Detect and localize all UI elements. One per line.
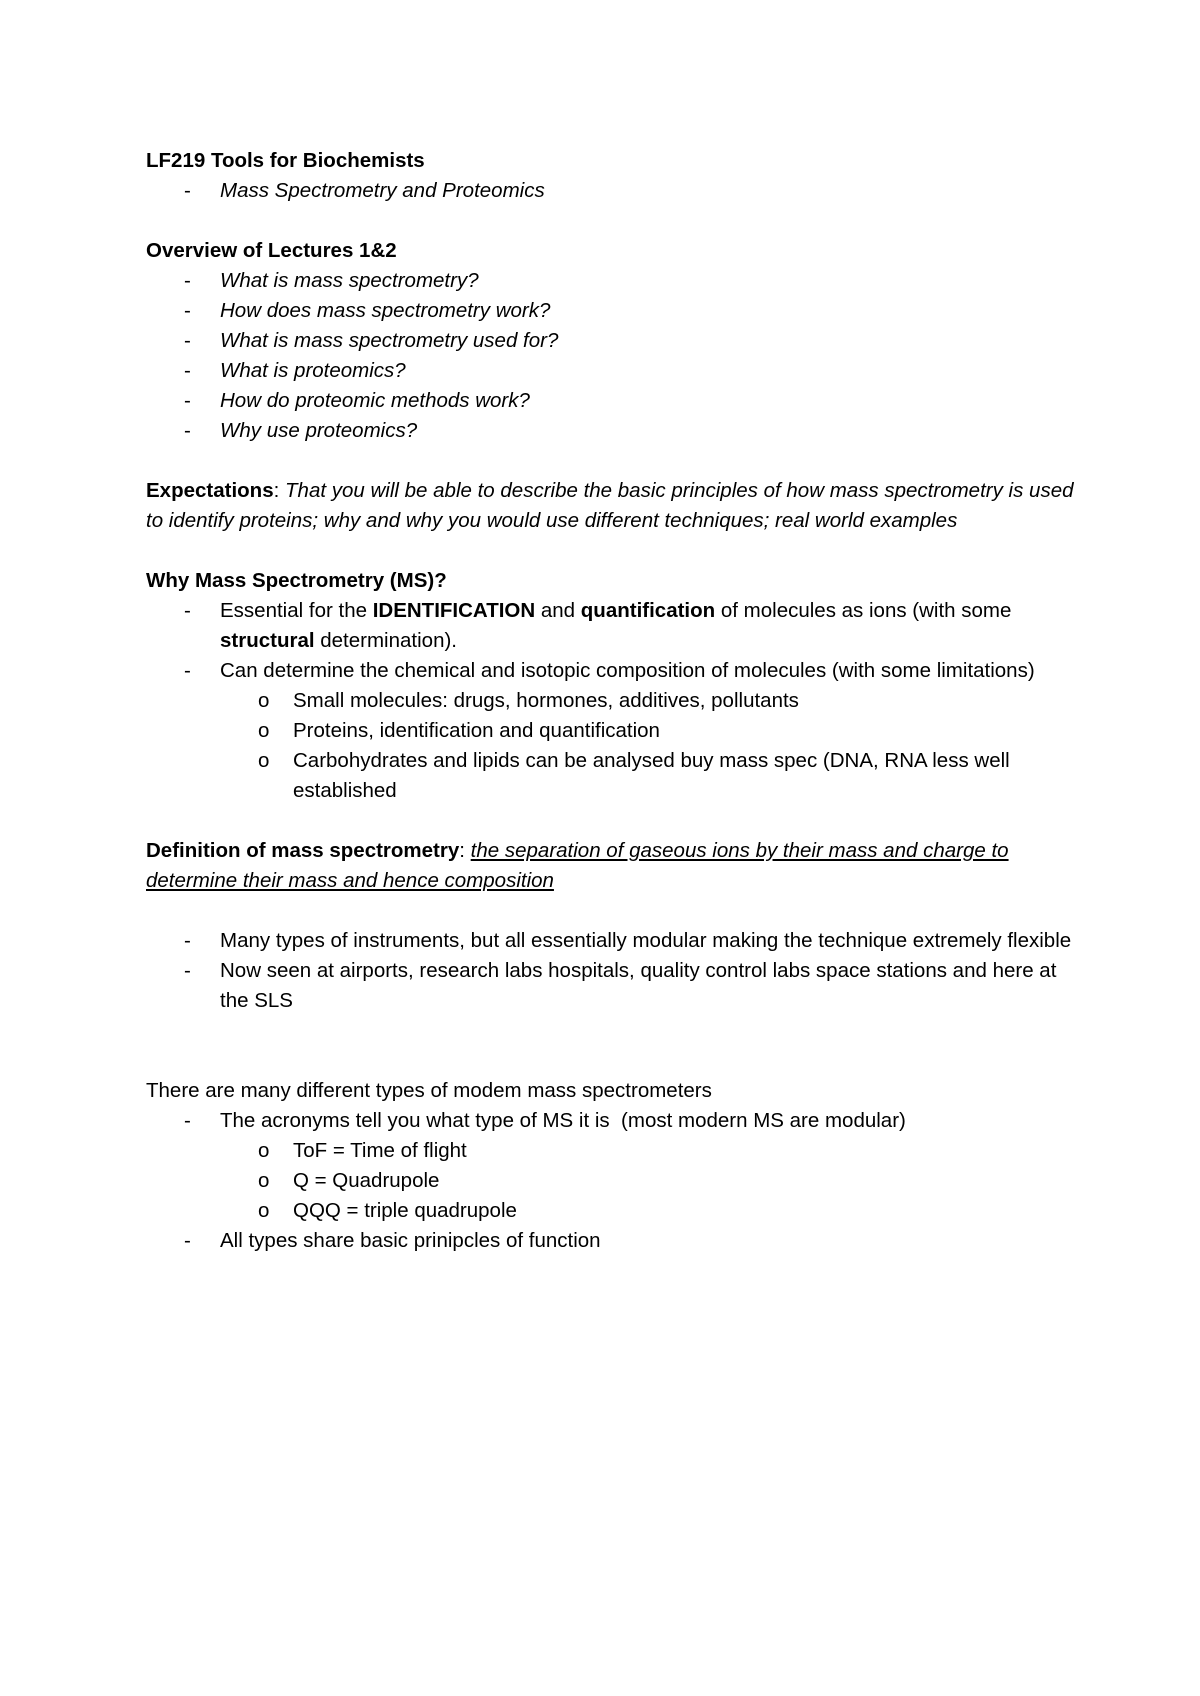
dash-marker: - <box>184 359 191 382</box>
list-item-text: What is mass spectrometry used for? <box>220 329 559 352</box>
sub-list-item <box>146 686 1076 716</box>
sub-list-item-text: ToF = Time of flight <box>293 1139 467 1162</box>
quantification-keyword: quantification <box>580 599 716 622</box>
sub-list-item-text: Q = Quadrupole <box>293 1169 440 1192</box>
course-title: LF219 Tools for Biochemists <box>146 149 425 172</box>
list-item <box>146 1226 1076 1256</box>
list-item <box>146 266 1076 296</box>
expectations-colon: : <box>273 479 280 502</box>
overview-heading: Overview of Lectures 1&2 <box>146 239 397 262</box>
list-item-text: How do proteomic methods work? <box>220 389 530 412</box>
list-item <box>146 416 1076 446</box>
list-item-text: Why use proteomics? <box>220 419 418 442</box>
types-intro: There are many different types of modem mass spectrometers <box>146 1079 712 1102</box>
list-item-text: What is mass spectrometry? <box>220 269 479 292</box>
sub-list-item <box>146 1136 1076 1166</box>
dash-marker: - <box>184 179 191 202</box>
list-item <box>146 296 1076 326</box>
dash-marker: - <box>184 659 191 682</box>
sub-list-item-text: Proteins, identification and quantification <box>293 719 660 742</box>
list-item-text: Many types of instruments, but all essentially modular making the technique extremely flexible <box>220 929 1072 952</box>
circle-marker: o <box>258 719 270 742</box>
identification-keyword: IDENTIFICATION <box>372 599 536 622</box>
circle-marker: o <box>258 749 270 772</box>
definition-label: Definition of mass spectrometry <box>146 839 460 862</box>
sub-list-item <box>146 1196 1076 1226</box>
sub-list-item-text: QQQ = triple quadrupole <box>293 1199 517 1222</box>
dash-marker: - <box>184 389 191 412</box>
why-ms-item1-text1: Essential for the <box>220 599 373 622</box>
definition-colon: : <box>459 839 465 862</box>
list-item <box>146 956 1076 1016</box>
overview-list <box>146 266 1076 446</box>
dash-marker: - <box>184 959 191 982</box>
list-item-text: How does mass spectrometry work? <box>220 299 551 322</box>
definition-text: the separation of gaseous ions by their mass and charge to determine their mass and hence composition <box>146 839 1009 892</box>
sub-list-item <box>146 746 1076 806</box>
sub-list-item <box>146 716 1076 746</box>
list-item-text: All types share basic prinipcles of function <box>220 1229 601 1252</box>
dash-marker: - <box>184 299 191 322</box>
dash-marker: - <box>184 1109 191 1132</box>
dash-marker: - <box>184 1229 191 1252</box>
list-item <box>146 386 1076 416</box>
document-page <box>146 146 1076 1256</box>
why-ms-item1-text3: of molecules as ions (with some <box>715 599 1012 622</box>
why-ms-heading: Why Mass Spectrometry (MS)? <box>146 569 447 592</box>
dash-marker: - <box>184 929 191 952</box>
sub-list-item-text: Small molecules: drugs, hormones, additives, pollutants <box>293 689 799 712</box>
list-item <box>146 356 1076 386</box>
structural-keyword: structural <box>220 629 315 652</box>
expectations-text: That you will be able to describe the basic principles of how mass spectrometry is used to identify proteins; why and why you would use different techniques; real world examples <box>146 479 1074 532</box>
list-item-text: Now seen at airports, research labs hospitals, quality control labs space stations and here at the SLS <box>220 959 1057 1012</box>
definition-paragraph <box>146 836 1076 896</box>
circle-marker: o <box>258 689 270 712</box>
course-subtitle: Mass Spectrometry and Proteomics <box>220 179 545 202</box>
dash-marker: - <box>184 599 191 622</box>
expectations-label: Expectations <box>146 479 274 502</box>
sub-list-item <box>146 1166 1076 1196</box>
expectations-paragraph <box>146 476 1076 536</box>
course-subtitle-item <box>146 176 1076 206</box>
list-item <box>146 926 1076 956</box>
circle-marker: o <box>258 1139 270 1162</box>
circle-marker: o <box>258 1169 270 1192</box>
why-ms-item1-text2: and <box>535 599 581 622</box>
list-item <box>146 596 1076 656</box>
list-item <box>146 1106 1076 1136</box>
dash-marker: - <box>184 329 191 352</box>
circle-marker: o <box>258 1199 270 1222</box>
list-item-text: The acronyms tell you what type of MS it is (most modern MS are modular) <box>220 1109 906 1132</box>
list-item <box>146 656 1076 686</box>
dash-marker: - <box>184 269 191 292</box>
sub-list-item-text: Carbohydrates and lipids can be analysed buy mass spec (DNA, RNA less well established <box>293 749 1010 802</box>
why-ms-item2-text: Can determine the chemical and isotopic composition of molecules (with some limitations) <box>220 659 1035 682</box>
list-item <box>146 326 1076 356</box>
why-ms-item1-text4: determination). <box>314 629 457 652</box>
list-item-text: What is proteomics? <box>220 359 406 382</box>
dash-marker: - <box>184 419 191 442</box>
